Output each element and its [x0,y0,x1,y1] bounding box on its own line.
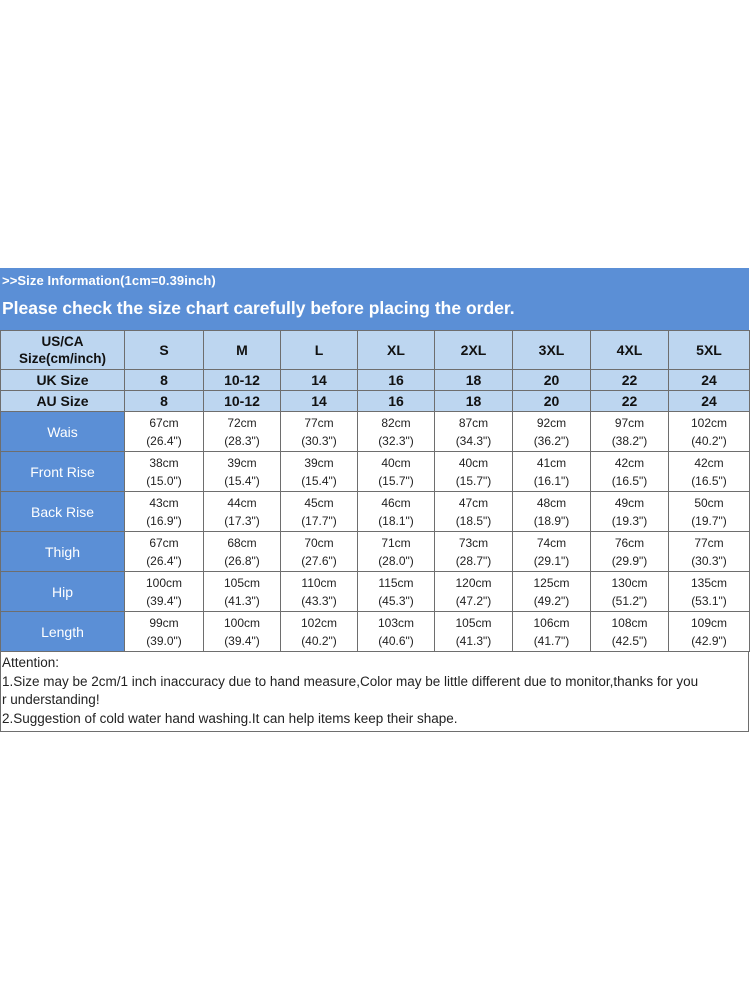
inch-value: (16.1") [533,473,570,488]
au-size-cell: 16 [358,391,435,412]
inch-value: (16.5") [611,473,648,488]
size-info-title: Please check the size chart carefully before placing the order. [2,298,515,318]
notes-line-1: 1.Size may be 2cm/1 inch inaccuracy due to hand measure,Color may be little different due to monitor,thanks for you [2,673,699,689]
inch-value: (47.2") [455,593,492,608]
cm-value: 47cm [458,495,489,510]
cm-value: 100cm [145,575,183,590]
measurement-label: Front Rise [1,452,125,492]
table-row [1,612,750,652]
cm-value: 87cm [458,415,489,430]
cm-value: 50cm [694,495,724,510]
table-cell [591,452,669,492]
cm-value: 109cm [690,615,728,630]
inch-value: (18.1") [378,513,414,528]
size-table [0,330,750,652]
inch-value: (18.9") [533,513,570,528]
cm-value: 44cm [227,495,257,510]
inch-value: (29.9") [611,553,648,568]
cm-value: 125cm [533,575,570,590]
table-cell [513,612,591,652]
inch-value: (41.3") [455,633,492,648]
inch-value: (29.1") [533,553,570,568]
cm-value: 97cm [614,415,645,430]
cm-value: 102cm [690,415,728,430]
cm-value: 71cm [381,535,411,550]
table-row [1,572,750,612]
measurement-label: Thigh [1,532,125,572]
inch-value: (19.3") [611,513,648,528]
table-cell [125,572,204,612]
cm-value: 135cm [690,575,728,590]
us-size-cell: XL [358,331,435,370]
table-cell [591,532,669,572]
table-cell [281,412,358,452]
table-cell [281,612,358,652]
inch-value: (26.4") [146,433,182,448]
table-cell [591,612,669,652]
cm-value: 72cm [227,415,257,430]
uk-size-cell: 10-12 [204,370,281,391]
table-cell [358,492,435,532]
notes-line-1-cont: r understanding! [2,692,100,707]
au-size-label: AU Size [1,391,125,412]
cm-value: 74cm [536,535,567,550]
table-cell [204,572,281,612]
cm-value: 42cm [694,455,724,470]
inch-value: (34.3") [455,433,492,448]
cm-value: 102cm [300,615,338,630]
cm-value: 82cm [381,415,411,430]
cm-value: 106cm [533,615,570,630]
table-cell [358,532,435,572]
table-cell [669,452,750,492]
cm-value: 39cm [227,455,257,470]
notes-heading: Attention: [2,655,60,670]
measurement-rows [1,412,750,652]
size-chart [0,268,749,732]
table-cell [435,572,513,612]
us-size-row [1,331,750,370]
cm-value: 45cm [304,495,334,510]
cm-value: 115cm [378,575,414,590]
cm-value: 40cm [458,455,489,470]
inch-value: (28.3") [224,433,260,448]
measurement-label: Back Rise [1,492,125,532]
cm-value: 108cm [611,615,648,630]
table-row [1,412,750,452]
inch-value: (28.0") [378,553,414,568]
inch-value: (26.4") [146,553,182,568]
cm-value: 77cm [304,415,334,430]
table-cell [513,412,591,452]
inch-value: (40.2") [691,433,727,448]
attention-notes [0,652,749,732]
table-cell [435,492,513,532]
inch-value: (39.4") [146,593,182,608]
table-header [1,331,750,412]
table-cell [204,612,281,652]
inch-value: (41.7") [533,633,570,648]
inch-value: (18.5") [455,513,492,528]
inch-value: (42.5") [611,633,648,648]
table-cell [125,532,204,572]
us-size-cell: M [204,331,281,370]
inch-value: (27.6") [301,553,337,568]
cm-value: 43cm [149,495,179,510]
table-cell [591,572,669,612]
au-size-cell: 18 [435,391,513,412]
cm-value: 67cm [149,535,179,550]
inch-value: (40.6") [378,633,414,648]
us-size-cell: S [125,331,204,370]
cm-value: 99cm [149,615,179,630]
table-cell [435,612,513,652]
cm-value: 120cm [455,575,492,590]
cm-value: 42cm [614,455,645,470]
us-size-cell: L [281,331,358,370]
table-cell [513,452,591,492]
inch-value: (16.9") [146,513,182,528]
au-size-row [1,391,750,412]
au-size-cell: 8 [125,391,204,412]
inch-value: (19.7") [691,513,727,528]
table-cell [125,612,204,652]
inch-value: (15.7") [378,473,414,488]
us-size-label: US/CA Size(cm/inch) [1,331,125,370]
cm-value: 130cm [611,575,648,590]
size-info-subtitle: >>Size Information(1cm=0.39inch) [2,273,216,288]
inch-value: (17.3") [224,513,260,528]
table-cell [435,412,513,452]
cm-value: 76cm [614,535,645,550]
au-size-cell: 10-12 [204,391,281,412]
au-size-cell: 20 [513,391,591,412]
cm-value: 68cm [227,535,257,550]
cm-value: 41cm [536,455,567,470]
table-cell [435,452,513,492]
table-cell [513,572,591,612]
us-size-cell: 3XL [513,331,591,370]
table-row [1,492,750,532]
cm-value: 73cm [458,535,489,550]
cm-value: 70cm [304,535,334,550]
cm-value: 77cm [694,535,724,550]
table-cell [669,572,750,612]
inch-value: (15.0") [146,473,182,488]
uk-size-cell: 24 [669,370,750,391]
inch-value: (49.2") [533,593,570,608]
cm-value: 110cm [301,575,337,590]
table-cell [125,492,204,532]
table-cell [358,412,435,452]
size-info-banner [0,268,749,330]
au-size-cell: 22 [591,391,669,412]
cm-value: 40cm [381,455,411,470]
table-cell [281,492,358,532]
table-cell [591,412,669,452]
table-cell [125,412,204,452]
us-size-cell: 2XL [435,331,513,370]
inch-value: (42.9") [691,633,727,648]
table-cell [125,452,204,492]
cm-value: 100cm [223,615,261,630]
inch-value: (53.1") [691,593,727,608]
uk-size-cell: 16 [358,370,435,391]
inch-value: (15.7") [455,473,492,488]
inch-value: (39.4") [224,633,260,648]
measurement-label: Length [1,612,125,652]
inch-value: (30.3") [301,433,337,448]
measurement-label: Wais [1,412,125,452]
table-row [1,532,750,572]
uk-size-cell: 18 [435,370,513,391]
table-row [1,452,750,492]
table-cell [358,572,435,612]
inch-value: (51.2") [611,593,648,608]
cm-value: 105cm [455,615,492,630]
inch-value: (30.3") [691,553,727,568]
table-cell [281,532,358,572]
table-cell [204,452,281,492]
cm-value: 103cm [377,615,415,630]
cm-value: 39cm [304,455,334,470]
table-cell [204,492,281,532]
table-cell [513,492,591,532]
cm-value: 49cm [614,495,645,510]
table-cell [435,532,513,572]
uk-size-cell: 22 [591,370,669,391]
table-cell [669,492,750,532]
uk-size-cell: 14 [281,370,358,391]
inch-value: (38.2") [611,433,648,448]
inch-value: (39.0") [146,633,182,648]
inch-value: (36.2") [533,433,570,448]
uk-size-cell: 8 [125,370,204,391]
inch-value: (41.3") [224,593,260,608]
table-cell [669,532,750,572]
cm-value: 92cm [536,415,567,430]
inch-value: (45.3") [378,593,414,608]
cm-value: 48cm [536,495,567,510]
us-size-cell: 4XL [591,331,669,370]
inch-value: (16.5") [691,473,727,488]
table-cell [669,612,750,652]
inch-value: (15.4") [224,473,260,488]
inch-value: (43.3") [301,593,337,608]
notes-line-2: 2.Suggestion of cold water hand washing.It can help items keep their shape. [2,710,458,726]
uk-size-row [1,370,750,391]
table-cell [204,412,281,452]
uk-size-label: UK Size [1,370,125,391]
table-cell [358,452,435,492]
inch-value: (28.7") [455,553,492,568]
table-cell [669,412,750,452]
au-size-cell: 14 [281,391,358,412]
cm-value: 67cm [149,415,179,430]
table-cell [204,532,281,572]
table-cell [591,492,669,532]
cm-value: 38cm [149,455,179,470]
table-cell [358,612,435,652]
us-size-cell: 5XL [669,331,750,370]
measurement-label: Hip [1,572,125,612]
table-cell [281,452,358,492]
inch-value: (40.2") [301,633,337,648]
table-cell [281,572,358,612]
inch-value: (17.7") [301,513,337,528]
cm-value: 46cm [381,495,411,510]
inch-value: (26.8") [224,553,260,568]
inch-value: (15.4") [301,473,337,488]
au-size-cell: 24 [669,391,750,412]
table-cell [513,532,591,572]
uk-size-cell: 20 [513,370,591,391]
cm-value: 105cm [223,575,261,590]
inch-value: (32.3") [378,433,414,448]
